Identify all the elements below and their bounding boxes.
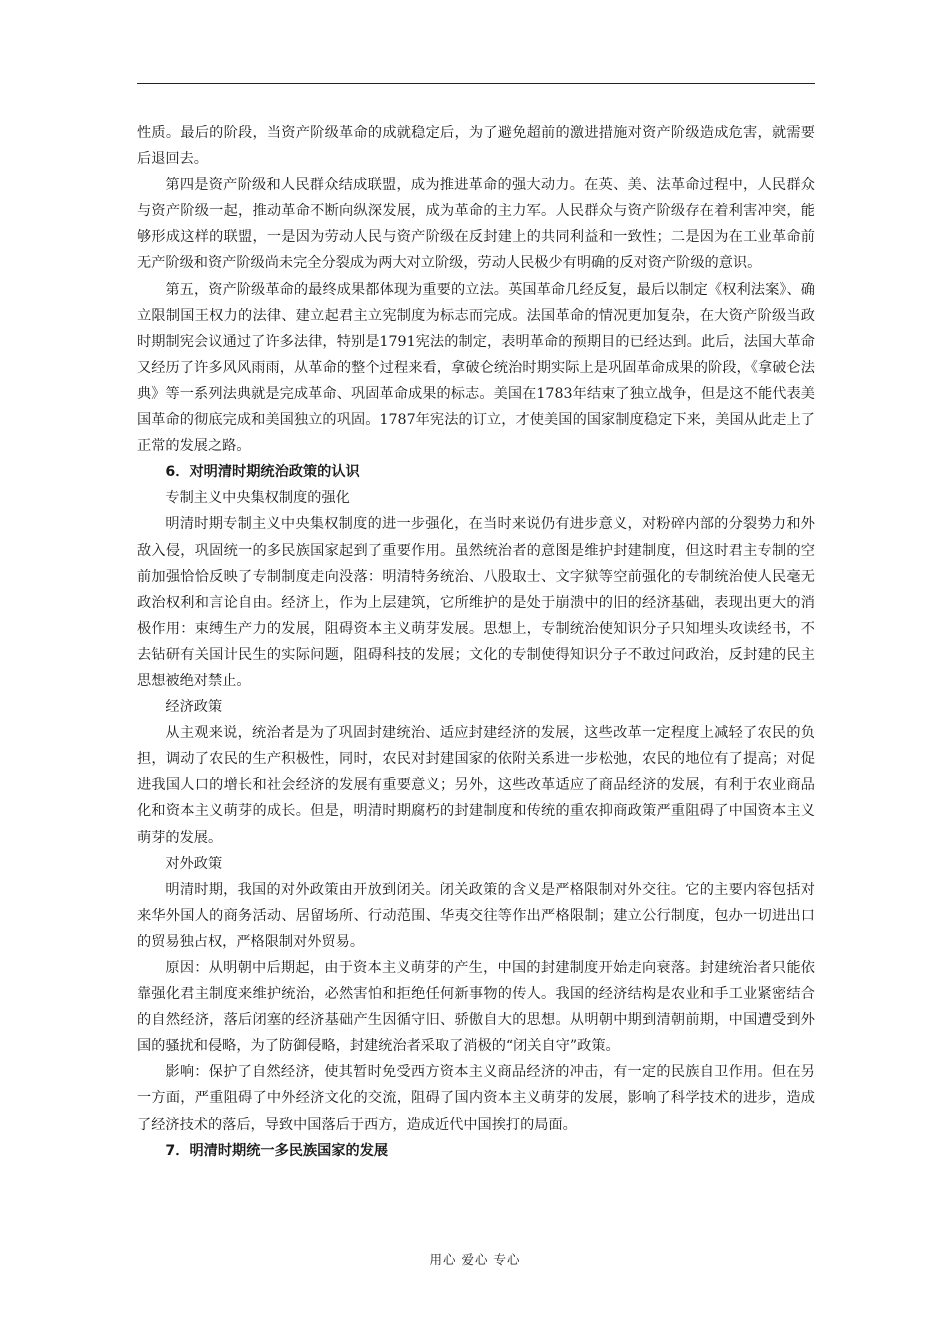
subsection-title: 经济政策: [165, 699, 223, 716]
document-body: [137, 120, 815, 1164]
header-rule: [137, 83, 815, 84]
page-footer: 用心 爱心 专心: [429, 1252, 521, 1267]
body-paragraph: 明清时期，我国的对外政策由开放到闭关。闭关政策的含义是严格限制对外交往。它的主要内容包括对来华外国人的商务活动、居留场所、行动范围、华夷交往等作出严格限制；建立公行制度，包办一切进出口的贸易独占权，严格限制对外贸易。: [137, 881, 815, 950]
subsection-title: 对外政策: [165, 855, 223, 872]
body-paragraph: 从主观来说，统治者是为了巩固封建统治、适应封建经济的发展，这些改革一定程度上减轻了农民的负担，调动了农民的生产积极性，同时，农民对封建国家的依附关系进一步松弛，农民的地位有了提高；对促进我国人口的增长和社会经济的发展有重要意义；另外，这些改革适应了商品经济的发展，有利于农业商品化和资本主义萌芽的成长。但是，明清时期腐朽的封建制度和传统的重农抑商政策严重阻碍了中国资本主义萌芽的发展。: [137, 725, 815, 846]
body-paragraph: 原因：从明朝中后期起，由于资本主义萌芽的产生，中国的封建制度开始走向衰落。封建统治者只能依靠强化君主制度来维护统治，必然害怕和拒绝任何新事物的传人。我国的经济结构是农业和手工业紧密结合的自然经济，落后闭塞的经济基础产生因循守旧、骄傲自大的思想。从明朝中期到清朝前期，中国遭受到外国的骚扰和侵略，为了防御侵略，封建统治者采取了消极的“闭关自守”政策。: [137, 960, 815, 1055]
subsection-title: 专制主义中央集权制度的强化: [165, 490, 350, 507]
body-paragraph: 第五，资产阶级革命的最终成果都体现为重要的立法。英国革命几经反复，最后以制定《权利法案》、确立限制国王权力的法律、建立起君主立宪制度为标志而完成。法国革命的情况更加复杂，在大资产阶级当政时期制宪会议通过了许多法律，特别是1791宪法的制定，表明革命的预期目的已经达到。此后，法国大革命又经历了许多风风雨雨，从革命的整个过程来看，拿破仑统治时期实际上是巩固革命成果的阶段，《拿破仑法典》等一系列法典就是完成革命、巩固革命成果的标志。美国在1783年结束了独立战争，但是这不能代表美国革命的彻底完成和美国独立的巩固。1787年宪法的订立，才使美国的国家制度稳定下来，美国从此走上了正常的发展之路。: [137, 281, 815, 455]
body-paragraph: 影响：保护了自然经济，使其暂时免受西方资本主义商品经济的冲击，有一定的民族自卫作用。但在另一方面，严重阻碍了中外经济文化的交流，阻碍了国内资本主义萌芽的发展，影响了科学技术的进步，造成了经济技术的落后，导致中国落后于西方，造成近代中国挨打的局面。: [137, 1064, 815, 1133]
section-heading: 7．明清时期统一多民族国家的发展: [165, 1142, 389, 1159]
body-paragraph: 明清时期专制主义中央集权制度的进一步强化，在当时来说仍有进步意义，对粉碎内部的分裂势力和外敌入侵，巩固统一的多民族国家起到了重要作用。虽然统治者的意图是维护封建制度，但这时君主专制的空前加强恰恰反映了专制制度走向没落：明清特务统治、八股取士、文字狱等空前强化的专制统治使人民毫无政治权利和言论自由。经济上，作为上层建筑，它所维护的是处于崩溃中的旧的经济基础，表现出更大的消极作用：束缚生产力的发展，阻碍资本主义萌芽发展。思想上，专制统治使知识分子只知埋头攻读经书，不去钻研有关国计民生的实际问题，阻碍科技的发展；文化的专制使得知识分子不敢过问政治，反封建的民主思想被绝对禁止。: [137, 516, 815, 689]
section-heading: 6．对明清时期统治政策的认识: [165, 464, 360, 481]
body-paragraph: 性质。最后的阶段，当资产阶级革命的成就稳定后，为了避免超前的激进措施对资产阶级造成危害，就需要后退回去。: [137, 125, 815, 168]
body-paragraph: 第四是资产阶级和人民群众结成联盟，成为推进革命的强大动力。在英、美、法革命过程中，人民群众与资产阶级一起，推动革命不断向纵深发展，成为革命的主力军。人民群众与资产阶级存在着利害冲突，能够形成这样的联盟，一是因为劳动人民与资产阶级在反封建上的共同利益和一致性；二是因为在工业革命前无产阶级和资产阶级尚未完全分裂成为两大对立阶级，劳动人民极少有明确的反对资产阶级的意识。: [137, 177, 815, 272]
